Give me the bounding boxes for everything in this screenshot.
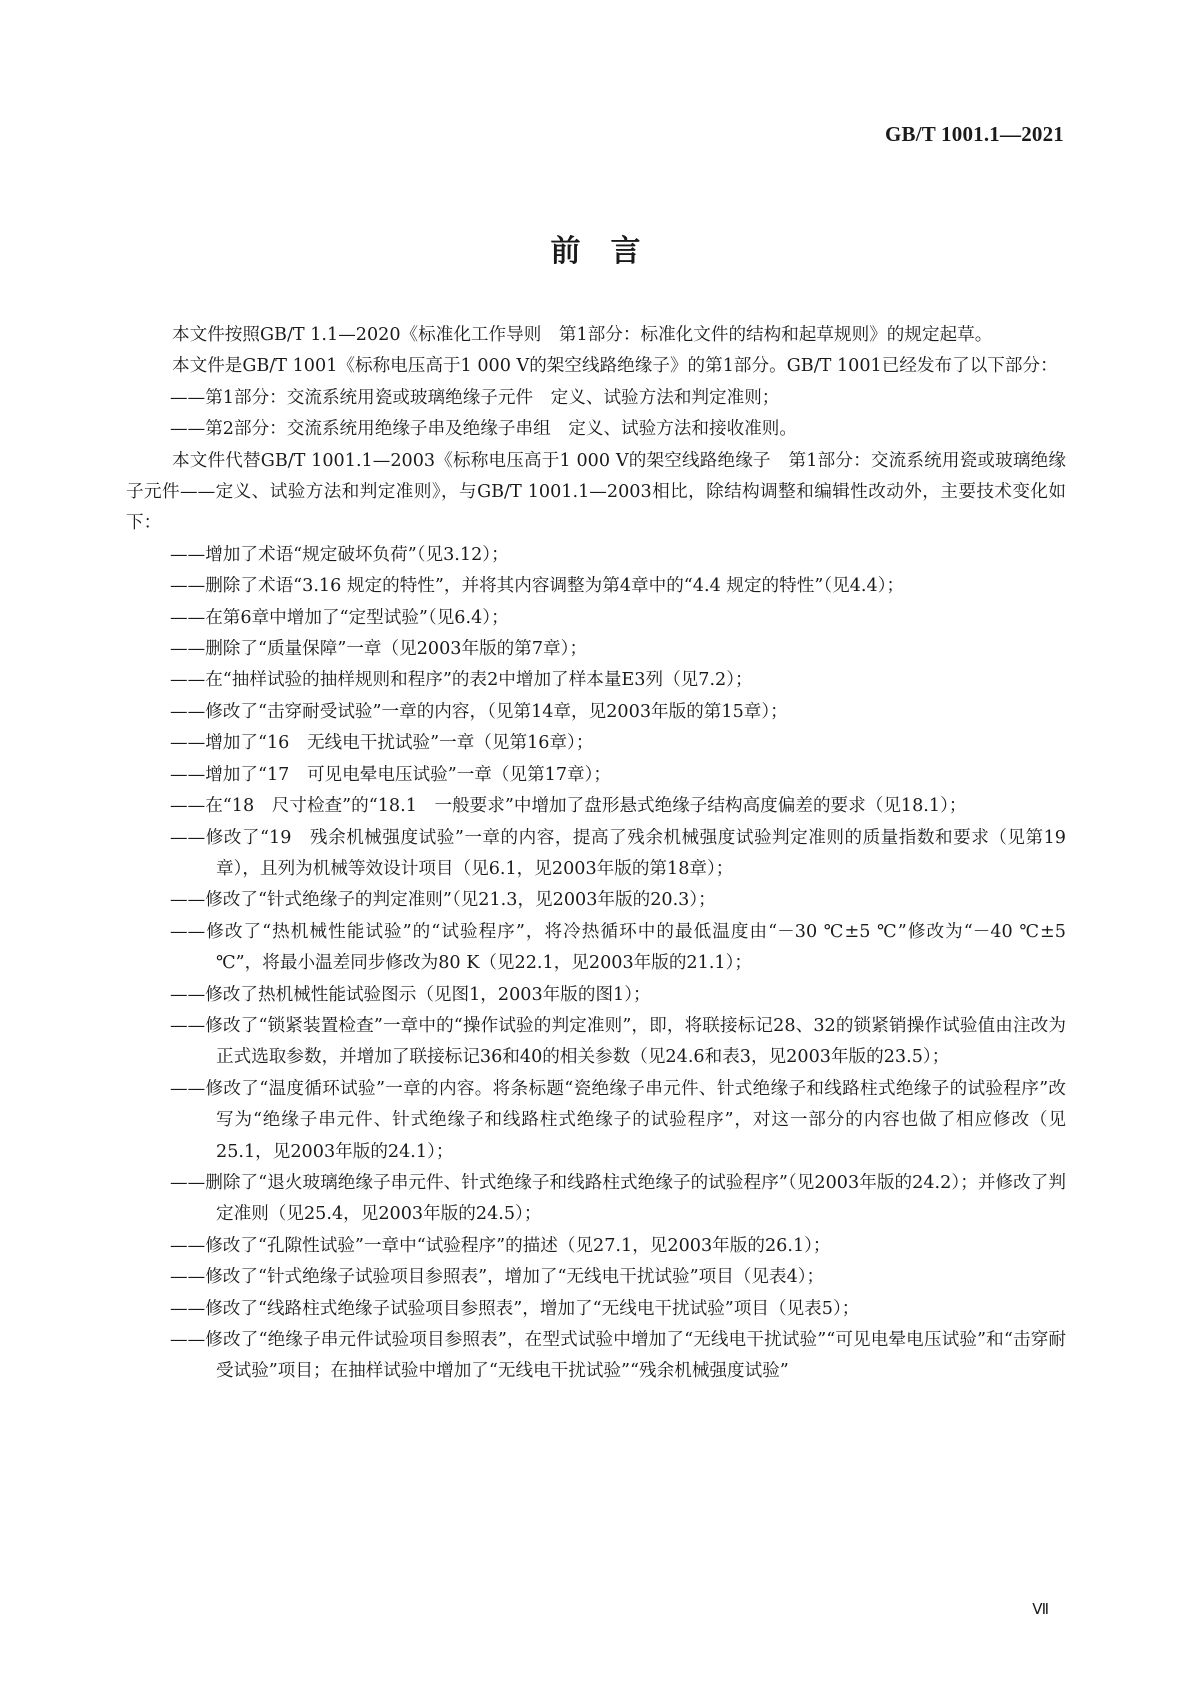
- list-item-change: ——修改了“绝缘子串元件试验项目参照表”，在型式试验中增加了“无线电干扰试验”“可见电晕电压试验”和“击穿耐受试验”项目；在抽样试验中增加了“无线电干扰试验”“残余机械强度试验”: [170, 1330, 1066, 1382]
- list-item-change: ——在“抽样试验的抽样规则和程序”的表2中增加了样本量E3列（见7.2）；: [170, 670, 753, 691]
- list-item-part-2: ——第2部分：交流系统用绝缘子串及绝缘子串组 定义、试验方法和接收准则。: [170, 419, 797, 440]
- list-item-change: ——增加了“17 可见电晕电压试验”一章（见第17章）；: [170, 764, 612, 785]
- list-item-change: ——删除了术语“3.16 规定的特性”，并将其内容调整为第4章中的“4.4 规定的特性”（见4.4）；: [170, 576, 905, 597]
- list-item-part-1: ——第1部分：交流系统用瓷或玻璃绝缘子元件 定义、试验方法和判定准则；: [170, 387, 780, 408]
- standard-code: GB/T 1001.1—2021: [884, 122, 1064, 146]
- paragraph-replacement: 本文件代替GB/T 1001.1—2003《标称电压高于1 000 V的架空线路绝缘子 第1部分：交流系统用瓷或玻璃绝缘子元件——定义、试验方法和判定准则》，与GB/T 1001.1—2003相比，除结构调整和编辑性改动外，主要技术变化如下：: [126, 450, 1066, 534]
- list-item-change: ——修改了“击穿耐受试验”一章的内容，（见第14章，见2003年版的第15章）；: [170, 701, 788, 722]
- paragraph-series-parts: 本文件是GB/T 1001《标称电压高于1 000 V的架空线路绝缘子》的第1部分。GB/T 1001已经发布了以下部分：: [172, 356, 1058, 377]
- list-item-change: ——删除了“退火玻璃绝缘子串元件、针式绝缘子和线路柱式绝缘子的试验程序”（见2003年版的24.2）；并修改了判定准则（见25.4，见2003年版的24.5）；: [170, 1172, 1066, 1225]
- list-item-change: ——在“18 尺寸检查”的“18.1 一般要求”中增加了盘形悬式绝缘子结构高度偏差的要求（见18.1）；: [170, 796, 967, 817]
- list-item-change: ——修改了“线路柱式绝缘子试验项目参照表”，增加了“无线电干扰试验”项目（见表5）；: [170, 1298, 860, 1319]
- paragraph-drafting-rules: 本文件按照GB/T 1.1—2020《标准化工作导则 第1部分：标准化文件的结构和起草规则》的规定起草。: [172, 325, 993, 345]
- list-item-change: ——修改了“19 残余机械强度试验”一章的内容，提高了残余机械强度试验判定准则的质量指数和要求（见第19章），且列为机械等效设计项目（见6.1，见2003年版的第18章）；: [170, 827, 1066, 879]
- list-item-change: ——在第6章中增加了“定型试验”（见6.4）；: [170, 607, 509, 628]
- list-item-change: ——修改了热机械性能试验图示（见图1，2003年版的图1）；: [170, 984, 651, 1005]
- page-number: Ⅶ: [1032, 1602, 1048, 1618]
- list-item-change: ——修改了“针式绝缘子的判定准则”（见21.3，见2003年版的20.3）；: [170, 890, 716, 911]
- list-item-change: ——修改了“孔隙性试验”一章中“试验程序”的描述（见27.1，见2003年版的26.1）；: [170, 1235, 831, 1256]
- list-item-change: ——修改了“热机械性能试验”的“试验程序”，将冷热循环中的最低温度由“－30 ℃±5 ℃”修改为“－40 ℃±5 ℃”，将最小温差同步修改为80 K（见22.1，见2003年版的21.1）；: [170, 921, 1066, 974]
- document-body: [126, 320, 1066, 1388]
- list-item-change: ——增加了“16 无线电干扰试验”一章（见第16章）；: [170, 733, 594, 754]
- list-item-change: ——增加了术语“规定破坏负荷”（见3.12）；: [170, 544, 509, 565]
- list-item-change: ——修改了“锁紧装置检查”一章中的“操作试验的判定准则”，即，将联接标记28、32的锁紧销操作试验值由注改为正式选取参数，并增加了联接标记36和40的相关参数（见24.6和表3，见2003年版的23.5）；: [170, 1015, 1066, 1068]
- list-item-change: ——修改了“针式绝缘子试验项目参照表”，增加了“无线电干扰试验”项目（见表4）；: [170, 1267, 825, 1288]
- list-item-change: ——删除了“质量保障”一章（见2003年版的第7章）；: [170, 639, 588, 660]
- list-item-change: ——修改了“温度循环试验”一章的内容。将条标题“瓷绝缘子串元件、针式绝缘子和线路柱式绝缘子的试验程序”改写为“绝缘子串元件、针式绝缘子和线路柱式绝缘子的试验程序”，对这一部分的内容也做了相应修改（见25.1，见2003年版的24.1）；: [170, 1078, 1066, 1162]
- page-title: 前言: [550, 234, 671, 269]
